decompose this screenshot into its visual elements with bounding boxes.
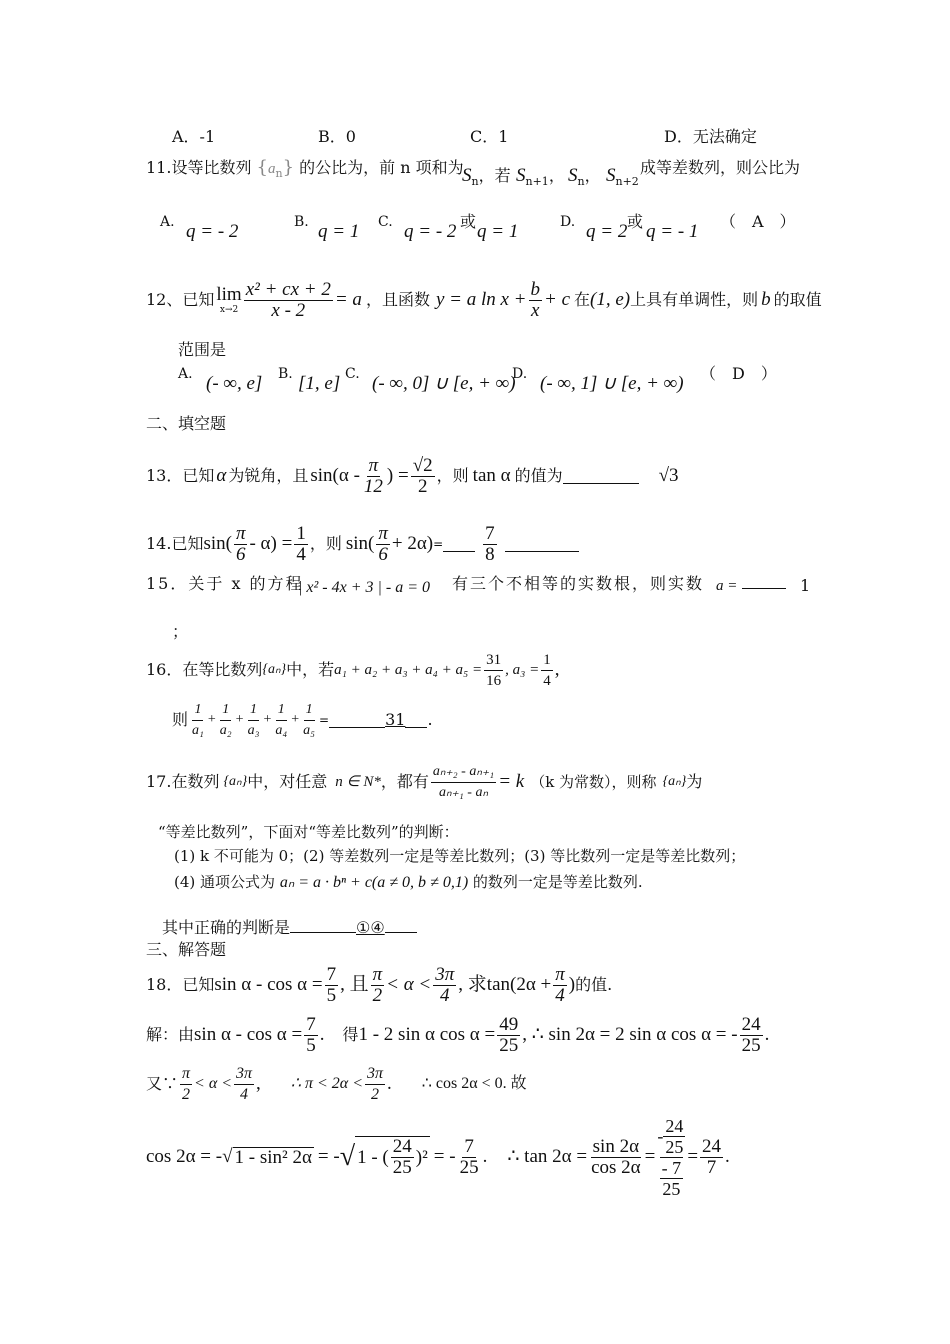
q17-line5: 其中正确的判断是 ①④	[162, 918, 417, 938]
q12-option-a: (- ∞, e]	[206, 373, 263, 394]
q17-line4: (4) 通项公式为 aₙ = a · bⁿ + c(a ≠ 0, b ≠ 0,1) 的数列一定是等差比数列.	[174, 873, 643, 891]
q18-solution-1: 解：由 sin α - cos α = $\frac{7}{5}$ . 得 1 - 2 sin α cos α = $\frac{49}{25}$ , ∴ sin 2α = 2 sin α cos α = - $\frac{24}{25}$ .	[146, 1013, 770, 1056]
q11-sn1: $S_{n+1}$，	[516, 165, 565, 189]
q12-stem: 12、已知 lim x→2 $\frac{\text{x² + cx + 2}}{x - 2}$ = a ，且函数 y = a ln x + $\frac{b}{x}$ + c 在 (1, e) 上具有单调性，则 b 的取值	[146, 278, 822, 321]
q12-option-a-label: A.	[178, 366, 193, 382]
q11-sn: $S_n$，若	[462, 165, 511, 189]
q11-answer: （ A ）	[720, 212, 796, 231]
q12-answer: （ D ）	[700, 364, 777, 383]
q12-option-d-label: D.	[512, 366, 528, 382]
q10-option-c: C．1	[470, 127, 509, 146]
q15-tail: 有三个不相等的实数根，则实数	[452, 574, 705, 593]
q11-option-b-label: B.	[294, 214, 309, 230]
q16-line2: 则 $\frac{1}{\text{a₁}}$ + $\frac{1}{\text{a₂}}$ + $\frac{1}{\text{a₃}}$ + $\frac{1}{\text{a₄}}$ + $\frac{1}{\text{a₅}}$ = 31 .	[172, 701, 433, 738]
q11-option-c-label: C.	[378, 214, 393, 230]
q13: 13．已知 α 为锐角，且 sin(α - $\frac{\pi}{12}$ ) = $\frac{√2}{2}$ ，则 tan α 的值为 √3	[146, 454, 679, 497]
q11-option-c2: q = 1	[477, 221, 519, 242]
q15: 15．关于 x 的方程	[146, 574, 304, 593]
q11-option-b: q = 1	[318, 221, 360, 242]
q11-option-d2: q = - 1	[646, 221, 699, 242]
q11-option-c-or: 或	[460, 212, 477, 231]
q15-semicolon: ；	[172, 622, 189, 641]
q17-line2: “等差比数列”，下面对“等差比数列”的判断：	[158, 823, 459, 841]
q12-option-c: (- ∞, 0] ∪ [e, + ∞)	[372, 373, 516, 394]
q12-option-c-label: C.	[345, 366, 360, 382]
q11-option-d-or: 或	[627, 212, 644, 231]
q12-option-b-label: B.	[278, 366, 293, 382]
q17-line1: 17.在数列 {aₙ} 中，对任意 n ∈ N* ，都有 $\frac{\text{aₙ₊₂ - aₙ₊₁}}{\text{aₙ₊₁ - aₙ}}$ = k （k 为常数），则称 {aₙ} 为	[146, 763, 703, 800]
q11-stem-tail: 成等差数列，则公比为	[640, 158, 801, 177]
q11-sn2: $S_{n+2}$	[606, 165, 639, 189]
q11-option-c1: q = - 2	[404, 221, 457, 242]
section-2-heading: 二、填空题	[146, 414, 227, 433]
q18-statement: 18．已知 sin α - cos α = $\frac{7}{5}$ , 且 $\frac{\pi}{2}$ < α < $\frac{3\pi}{4}$ , 求 tan(2α + $\frac{\pi}{4}$ ) 的值.	[146, 963, 613, 1006]
q12-line2: 范围是	[178, 340, 227, 359]
q11-option-a: q = - 2	[186, 221, 239, 242]
q18-solution-3: cos 2α = - √ 1 - sin² 2α = - √ 1 - ( $\frac{24}{25}$ )² = - $\frac{7}{25}$ . ∴ tan 2α = $\frac{\sin 2\alpha}{\cos 2\alpha}$ = - 24 25 - 7 25 = $\frac{24}{7}$ .	[146, 1115, 730, 1199]
q10-option-a: A．-1	[172, 127, 216, 146]
q16-line1: 16．在等比数列 {aₙ} 中，若 a₁ + a₂ + a₃ + a₄ + a₅ = $\frac{31}{16}$ , a₃ = $\frac{1}{4}$ ,	[146, 651, 560, 689]
q10-option-d: D．无法确定	[664, 127, 757, 146]
section-3-heading: 三、解答题	[146, 940, 227, 959]
q17-line3: (1) k 不可能为 0；(2) 等差数列一定是等差比数列；(3) 等比数列一定是等差比数列；	[174, 847, 746, 865]
q11-stem: 11.设等比数列 $\{a_n\}$ 的公比为，前 n 项和为	[146, 157, 464, 181]
q12-option-b: [1, e]	[298, 373, 341, 394]
q11-option-d-label: D.	[560, 214, 576, 230]
q18-solution-2: 又∵ $\frac{\pi}{2}$ < α < $\frac{3\pi}{4}$ , ∴ π < 2α < $\frac{3\pi}{2}$ . ∴ cos 2α < 0. 故	[146, 1064, 527, 1103]
q11-sn-2: $S_n$，	[568, 165, 601, 189]
q10-option-b: B．0	[318, 127, 356, 146]
q15-answer: 1	[800, 576, 811, 595]
q12-option-d: (- ∞, 1] ∪ [e, + ∞)	[540, 373, 684, 394]
q15-equation: | x² - 4x + 3 | - a = 0	[298, 579, 431, 596]
q11-option-a-label: A.	[160, 214, 175, 230]
q11-option-d1: q = 2	[586, 221, 628, 242]
q15-answer-blank	[742, 574, 786, 594]
q14: 14.已知 sin( $\frac{\pi}{6}$ - α) = $\frac{1}{4}$ ，则 sin( $\frac{\pi}{6}$ + 2α) = $\frac{7}{8}$	[146, 518, 579, 570]
q15-a: a =	[716, 578, 738, 594]
